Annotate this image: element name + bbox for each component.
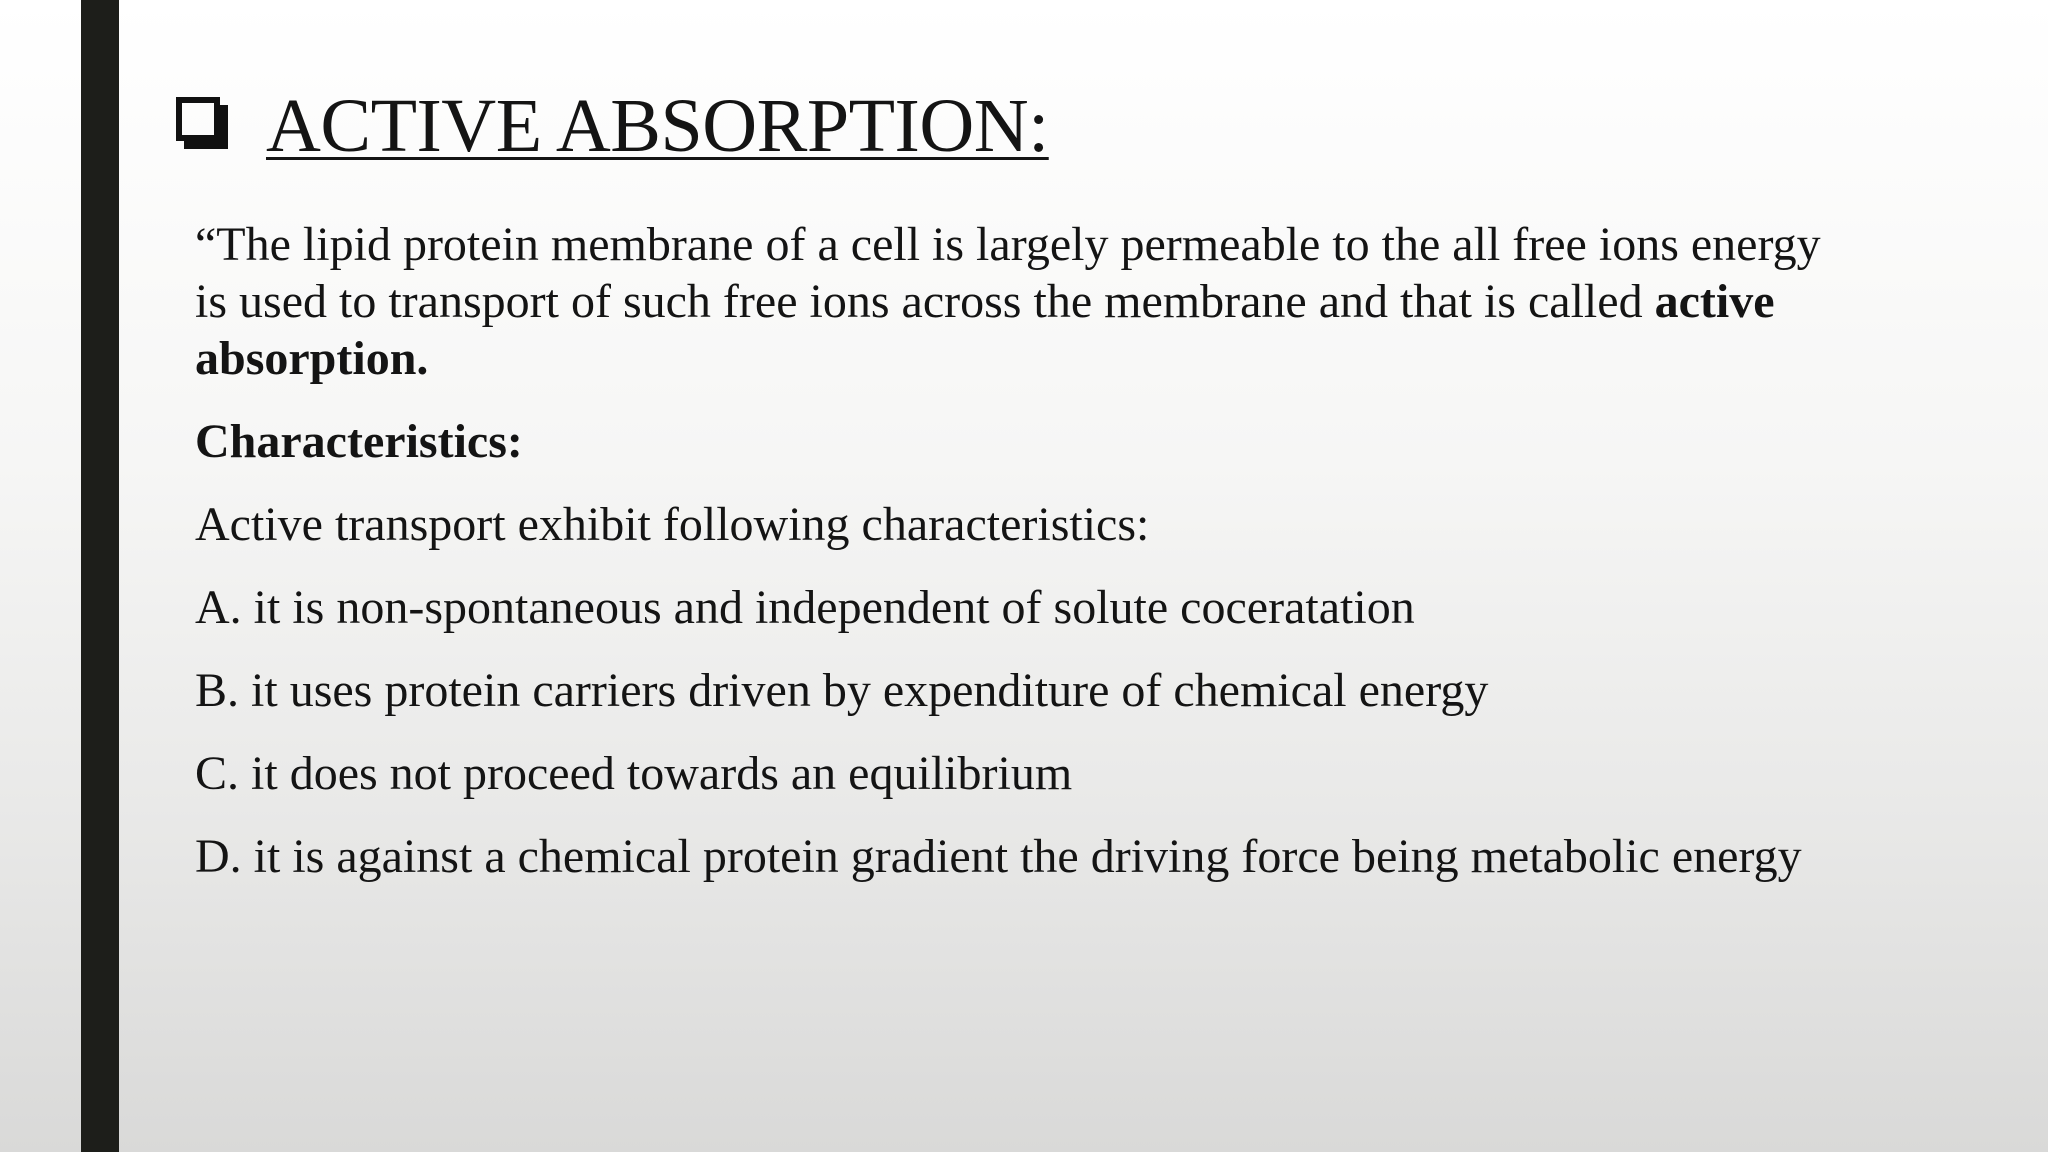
list-item-d: D. it is against a chemical protein gradient the driving force being metabolic energy — [195, 830, 1802, 883]
left-accent-bar — [81, 0, 119, 1152]
intro-paragraph — [195, 216, 1835, 387]
list-item-b: B. it uses protein carriers driven by expenditure of chemical energy — [195, 664, 1489, 717]
list-item-c: C. it does not proceed towards an equilibrium — [195, 747, 1073, 800]
slide-content — [195, 216, 1835, 911]
checkbox-icon — [176, 97, 236, 157]
title-row — [176, 80, 1049, 172]
intro-text: “The lipid protein membrane of a cell is largely permeable to the all free ions energy is used to transport of such free ions across the membrane and that is called — [195, 218, 1821, 328]
checkbox-box — [176, 97, 220, 141]
list-item-a: A. it is non-spontaneous and independent of solute coceratation — [195, 581, 1415, 634]
characteristics-heading: Characteristics: — [195, 415, 523, 468]
checkbox-shadow-bottom — [184, 141, 228, 149]
lead-sentence: Active transport exhibit following characteristics: — [195, 498, 1150, 551]
intro-bold-term: active absorption. — [195, 275, 1775, 385]
slide-title: ACTIVE ABSORPTION: — [266, 84, 1049, 168]
